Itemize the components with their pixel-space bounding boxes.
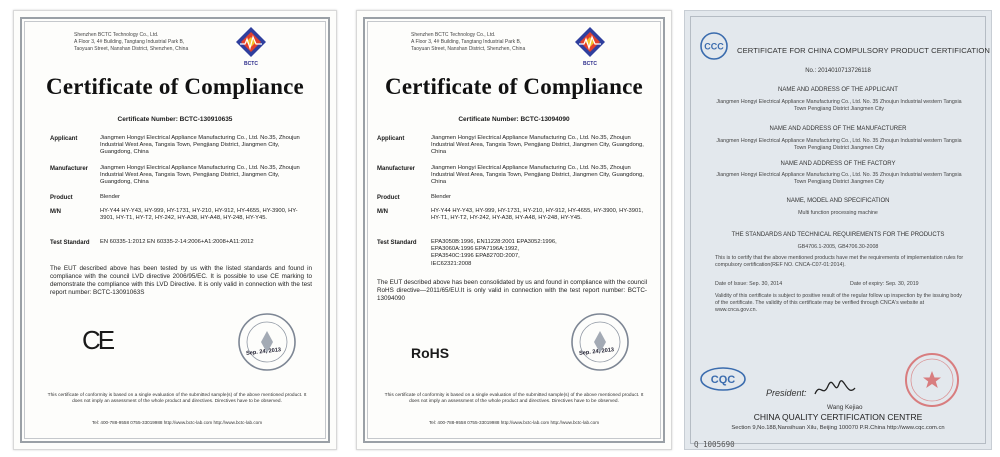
model-number-value: HY-Y44 HY-Y43, HY-999, HY-1731, HY-210, HY-912, HY-4655, HY-3900, HY-3901, HY-T1, HY-T2, HY-242, HY-A38, HY-A48, HY-248, HY-Y45. <box>100 208 298 222</box>
issuer-address <box>411 32 561 53</box>
serial-number: Q 1005690 <box>694 440 735 449</box>
manufacturer-label: Manufacturer <box>50 166 89 172</box>
applicant-label: Applicant <box>377 136 405 142</box>
factory-heading: NAME AND ADDRESS OF THE FACTORY <box>780 161 896 167</box>
president-label: President: <box>766 388 807 398</box>
product-value: Blender <box>100 194 120 200</box>
ce-mark: CE <box>82 325 113 355</box>
applicant-value: Jiangmen Hongyi Electrical Appliance Manufacturing Co., Ltd. No.35, Zhoujun Industrial West Area, Tangxia Town, Pengjiang District, Jiangmen City, Guangdong, China <box>431 135 644 156</box>
applicant-label: Applicant <box>50 136 78 142</box>
model-number-label: M/N <box>50 209 61 215</box>
certificate-statement: The EUT described above has been tested by us with the listed standards and found in compliance with the council LVD directive 2006/95/EC. It is possible to use CE marking to demonstrate the compliance with this LVD Directive. It is only valid in connection with the test report number: BCTC-13091063S <box>50 265 312 296</box>
logo-label: BCTC <box>583 61 597 67</box>
test-standard-label: Test Standard <box>377 240 417 246</box>
applicant-value: Jiangmen Hongyi Electrical Appliance Manufacturing Co., Ltd. No. 35 Zhoujun Industrial western Tangxia Town Pengjiang District Jiangmen City <box>716 99 962 112</box>
manufacturer-value: Jiangmen Hongyi Electrical Appliance Manufacturing Co., Ltd. No. 35 Zhoujun Industrial western Tangxia Town Pengjiang District Jiangmen City <box>716 138 962 151</box>
rohs-certificate <box>356 10 672 450</box>
certificate-number: Certificate Number: BCTC-13094090 <box>458 116 570 123</box>
issuer-contact: Tel: 400-788-9558 0755-33019988 http://www.bctc-lab.com http://www.bctc-lab.com <box>91 420 263 425</box>
product-label: Product <box>377 195 400 201</box>
bctc-logo-icon <box>234 25 268 63</box>
product-value: Blender <box>431 194 451 200</box>
test-standard-value: EN 60335-1:2012 EN 60335-2-14:2006+A1:2008+A11:2012 <box>100 239 254 245</box>
issuer-contact: Tel: 400-788-9558 0755-33019988 http://www.bctc-lab.com http://www.bctc-lab.com <box>428 420 600 425</box>
date-of-expiry: Date of expiry: Sep. 30, 2019 <box>850 281 919 287</box>
test-standard-label: Test Standard <box>50 240 90 246</box>
certificate-statement: The EUT described above has been consolidated by us and found in compliance with the council RoHS directive—2011/65/EU.It is only valid in connection with the test report number: BCTC-13094090 <box>377 279 647 302</box>
product-label: Product <box>50 195 73 201</box>
issuer-address-line: Taoyuan Street, Nanshan District, Shenzhen, China <box>411 46 526 52</box>
signature-name: Wang Kejiao <box>827 404 863 411</box>
ccc-logo-icon <box>699 31 729 61</box>
issuer-name: Shenzhen BCTC Technology Co., Ltd. <box>74 32 159 38</box>
ce-certificate <box>13 10 337 450</box>
certificate-footnote: This certificate of conformity is based on a single evaluation of the submitted sample(s) of the above mentioned product. It does not imply an assessment of the whole product and directives. Directives have to be observed. <box>384 393 644 405</box>
certificate-title: Certificate of Compliance <box>385 74 643 99</box>
manufacturer-value: Jiangmen Hongyi Electrical Appliance Manufacturing Co., Ltd. No.35, Zhoujun Industrial West Area, Tangxia Town, Pengjiang District, Jiangmen City, Guangdong, China <box>100 165 300 186</box>
validity-note: Validity of this certificate is subject to positive result of the regular follow up inspection by the issuing body of the certificate. The validity of this certificate may be verified through CNCA's website at www.cnca.gov.cn. <box>715 293 962 313</box>
test-standard-value: EPA3050B:1996, EN11228:2001 EPA3052:1996, EPA3060A:1996 EPA7196A:1992, EPA3540C:1996 EPA8270D:2007, IEC62321:2008 <box>431 239 557 267</box>
applicant-value: Jiangmen Hongyi Electrical Appliance Manufacturing Co., Ltd. No.35, Zhoujun Industrial West Area, Tangxia Town, Pengjiang District, Jiangmen City, Guangdong, China <box>100 135 300 156</box>
bctc-logo-icon <box>573 25 607 63</box>
certificate-number: Certificate Number: BCTC-130910635 <box>117 116 233 123</box>
bctc-stamp-icon <box>236 311 298 373</box>
centre-address: Section 9,No.188,Nansihuan Xilu, Beijing 100070 P.R.China http://www.cqc.com.cn <box>731 425 945 431</box>
stamp-date: Sep. 24, 2013 <box>578 347 615 357</box>
standards-value: GB4706.1-2005, GB4706.30-2008 <box>797 244 879 250</box>
issuing-centre: CHINA QUALITY CERTIFICATION CENTRE <box>753 412 923 422</box>
bctc-stamp-icon <box>569 311 631 373</box>
factory-value: Jiangmen Hongyi Electrical Appliance Manufacturing Co., Ltd. No. 35 Zhoujun Industrial western Tangxia Town Pengjiang District Jiangmen City <box>716 172 962 185</box>
model-number-label: M/N <box>377 209 388 215</box>
certificate-title: Certificate of Compliance <box>46 74 304 99</box>
certificate-number: No.: 2014010713726118 <box>805 68 871 74</box>
manufacturer-value: Jiangmen Hongyi Electrical Appliance Manufacturing Co., Ltd. No.35, Zhoujun Industrial West Area, Tangxia Town, Pengjiang District, Jiangmen City, Guangdong, China <box>431 165 644 186</box>
cqc-logo-icon <box>699 366 747 392</box>
model-number-value: HY-Y44 HY-Y43, HY-999, HY-1731, HY-210, HY-912, HY-4655, HY-3900, HY-3901, HY-T1, HY-T2, HY-242, HY-A38, HY-A48, HY-248, HY-Y45. <box>431 208 644 222</box>
official-red-seal-icon <box>903 351 961 409</box>
issuer-address-line: Taoyuan Street, Nanshan District, Shenzhen, China <box>74 46 189 52</box>
issuer-address <box>74 32 224 53</box>
issuer-address-line: A Floor 3, 4# Building, Tangtang Industrial Park B, <box>74 39 185 45</box>
date-of-issue: Date of Issue: Sep. 30, 2014 <box>715 281 783 287</box>
certification-statement: This is to certify that the above mentioned products have met the requirements of implementation rules for compulsory certification(REF NO. CNCA-C07-01:2014). <box>715 255 964 268</box>
rohs-mark: RoHS <box>411 345 450 361</box>
model-value: Multi function processing machine <box>798 210 878 216</box>
president-signature-icon <box>811 376 859 402</box>
issuer-address-line: A Floor 3, 4# Building, Tangtang Industrial Park B, <box>411 39 522 45</box>
model-heading: NAME, MODEL AND SPECIFICATION <box>786 198 890 204</box>
manufacturer-heading: NAME AND ADDRESS OF THE MANUFACTURER <box>769 126 907 132</box>
logo-label: BCTC <box>244 61 258 67</box>
applicant-heading: NAME AND ADDRESS OF THE APPLICANT <box>778 87 898 93</box>
issuer-name: Shenzhen BCTC Technology Co., Ltd. <box>411 32 496 38</box>
standards-heading: THE STANDARDS AND TECHNICAL REQUIREMENTS FOR THE PRODUCTS <box>731 232 945 238</box>
certificate-footnote: This certificate of conformity is based on a single evaluation of the submitted sample(s) of the above mentioned product. It does not imply an assessment of the whole product and directives. Directives have to be observed. <box>47 393 307 405</box>
stamp-date: Sep. 24, 2013 <box>245 347 282 357</box>
svg-text:CCC: CCC <box>704 41 724 52</box>
certificate-title: CERTIFICATE FOR CHINA COMPULSORY PRODUCT CERTIFICATION <box>737 46 990 55</box>
cqc-logo-text: CQC <box>710 374 736 386</box>
manufacturer-label: Manufacturer <box>377 166 416 172</box>
ccc-certificate <box>684 10 992 450</box>
